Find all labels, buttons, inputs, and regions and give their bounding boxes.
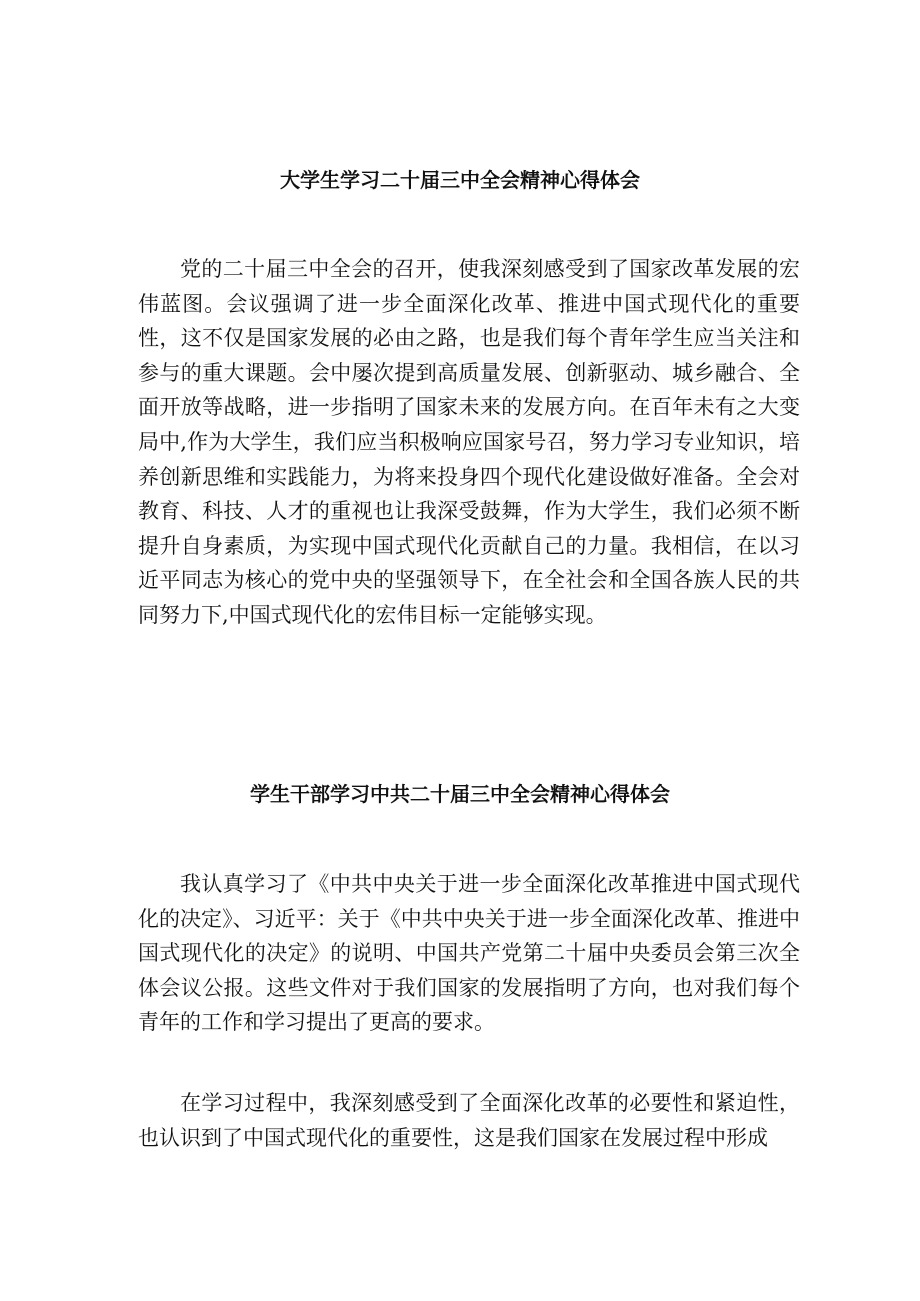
section-2-paragraph-2: 在学习过程中，我深刻感受到了全面深化改革的必要性和紧迫性，也认识到了中国式现代化的重要性，这是我们国家在发展过程中形成: [138, 1091, 800, 1150]
section-2-paragraph-1: 我认真学习了《中共中央关于进一步全面深化改革推进中国式现代化的决定》、习近平：关于《中共中央关于进一步全面深化改革、推进中国式现代化的决定》的说明、中国共产党第二十届中央委员会第三次全体会议公报。这些文件对于我们国家的发展指明了方向，也对我们每个青年的工作和学习提出了更高的要求。: [138, 872, 800, 1035]
section-title-1: 大学生学习二十届三中全会精神心得体会: [280, 168, 640, 192]
section-1-paragraph-1: 党的二十届三中全会的召开，使我深刻感受到了国家改革发展的宏伟蓝图。会议强调了进一步全面深化改革、推进中国式现代化的重要性，这不仅是国家发展的必由之路，也是我们每个青年学生应当关注和参与的重大课题。会中屡次提到高质量发展、创新驱动、城乡融合、全面开放等战略，进一步指明了国家未来的发展方向。在百年未有之大变局中,作为大学生，我们应当积极响应国家号召，努力学习专业知识，培养创新思维和实践能力，为将来投身四个现代化建设做好准备。全会对教育、科技、人才的重视也让我深受鼓舞，作为大学生，我们必须不断提升自身素质，为实现中国式现代化贡献自己的力量。我相信，在以习近平同志为核心的党中央的坚强领导下，在全社会和全国各族人民的共同努力下,中国式现代化的宏伟目标一定能够实现。: [138, 257, 800, 627]
section-title-2: 学生干部学习中共二十届三中全会精神心得体会: [250, 782, 670, 806]
